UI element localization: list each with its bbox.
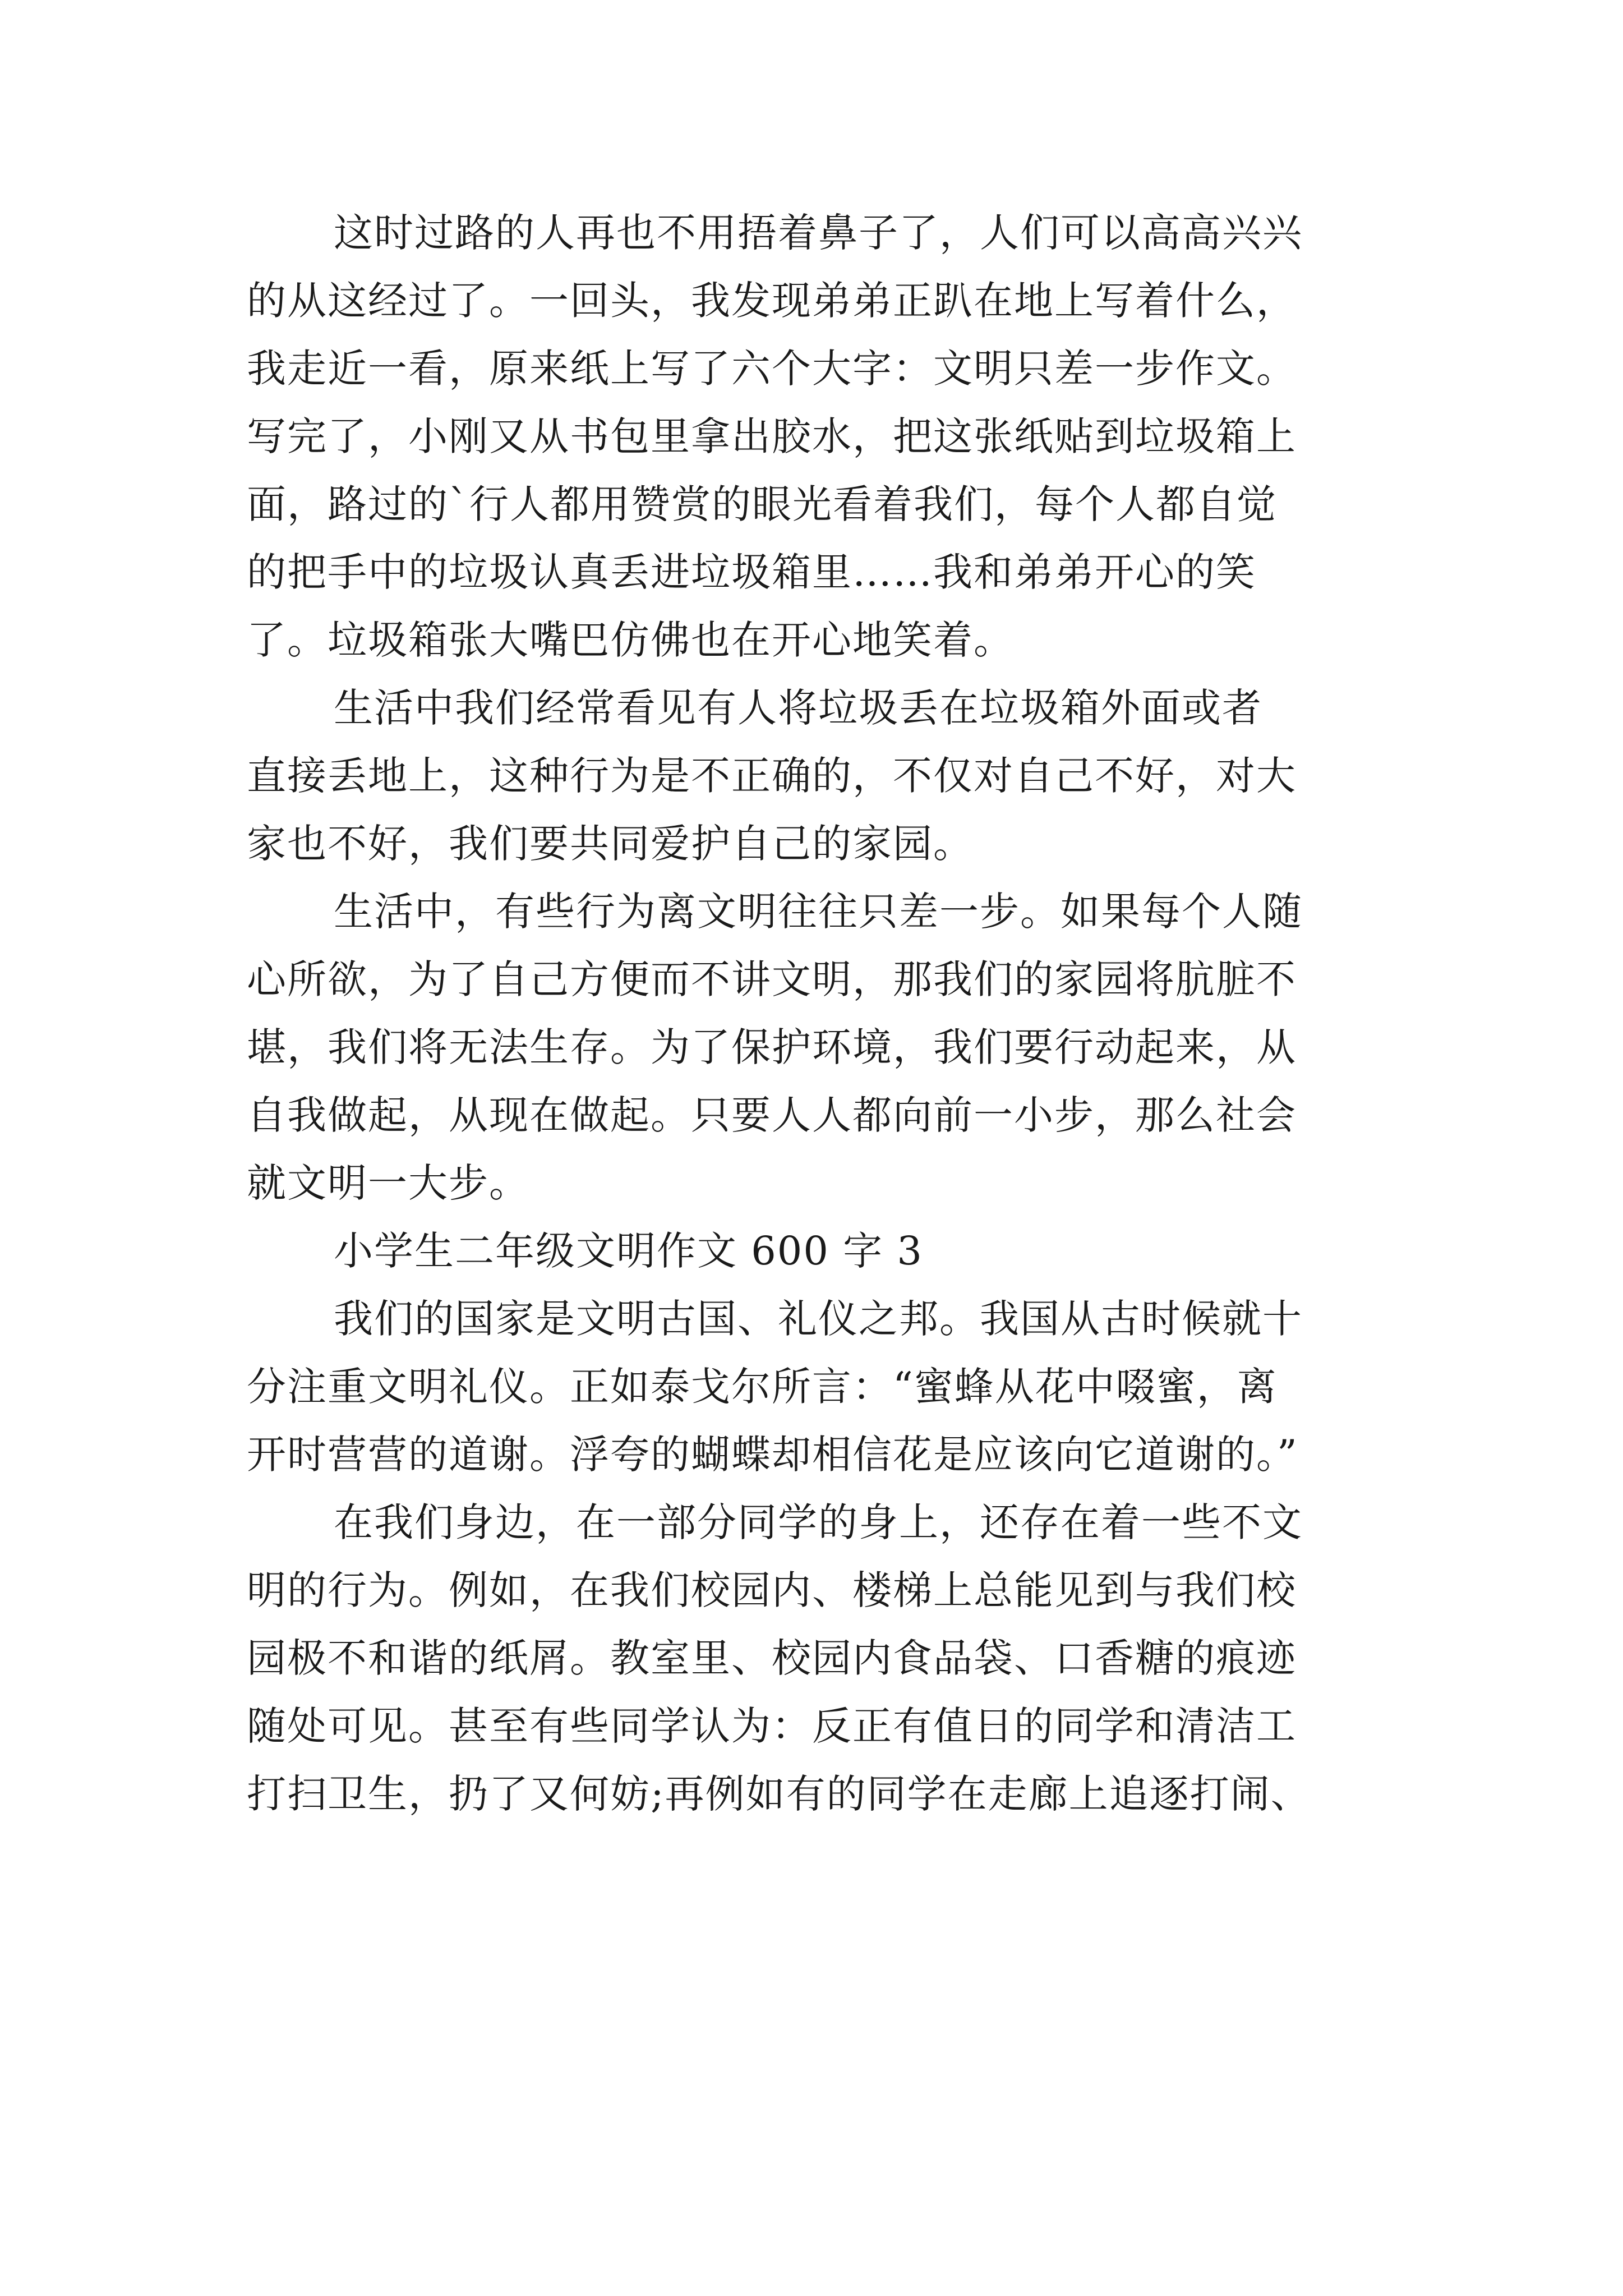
text-line: 的从这经过了。一回头，我发现弟弟正趴在地上写着什么， xyxy=(247,278,1297,324)
text-line: 园极不和谐的纸屑。教室里、校园内食品袋、口香糖的痕迹 xyxy=(247,1635,1297,1681)
text-line: 这时过路的人再也不用捂着鼻子了，人们可以高高兴兴 xyxy=(334,210,1303,256)
text-line: 我走近一看，原来纸上写了六个大字：文明只差一步作文。 xyxy=(247,346,1297,392)
text-line: 生活中，有些行为离文明往往只差一步。如果每个人随 xyxy=(334,889,1303,935)
text-line: 明的行为。例如，在我们校园内、楼梯上总能见到与我们校 xyxy=(247,1567,1297,1613)
text-line: 打扫卫生，扔了又何妨;再例如有的同学在走廊上追逐打闹、 xyxy=(247,1771,1311,1817)
text-line: 了。垃圾箱张大嘴巴仿佛也在开心地笑着。 xyxy=(247,617,1014,663)
text-line: 开时营营的道谢。浮夸的蝴蝶却相信花是应该向它道谢的。” xyxy=(247,1432,1298,1478)
text-line: 分注重文明礼仪。正如泰戈尔所言：“蜜蜂从花中啜蜜，离 xyxy=(247,1364,1278,1410)
text-line: 自我做起，从现在做起。只要人人都向前一小步，那么社会 xyxy=(247,1092,1297,1138)
text-line: 我们的国家是文明古国、礼仪之邦。我国从古时候就十 xyxy=(334,1296,1303,1342)
text-line: 堪，我们将无法生存。为了保护环境，我们要行动起来，从 xyxy=(247,1024,1297,1070)
section-heading: 小学生二年级文明作文 600 字 3 xyxy=(334,1228,923,1274)
document-body xyxy=(247,199,1391,1828)
text-line: 写完了，小刚又从书包里拿出胶水，把这张纸贴到垃圾箱上 xyxy=(247,413,1297,459)
text-line: 就文明一大步。 xyxy=(247,1160,529,1206)
text-line: 的把手中的垃圾认真丢进垃圾箱里……我和弟弟开心的笑 xyxy=(247,549,1256,595)
text-line: 面，路过的`行人都用赞赏的眼光看着我们，每个人都自觉 xyxy=(247,481,1277,527)
text-line: 随处可见。甚至有些同学认为：反正有值日的同学和清洁工 xyxy=(247,1703,1297,1749)
text-line: 直接丢地上，这种行为是不正确的，不仅对自己不好，对大 xyxy=(247,753,1297,799)
text-line: 心所欲，为了自己方便而不讲文明，那我们的家园将肮脏不 xyxy=(247,956,1297,1002)
text-line: 生活中我们经常看见有人将垃圾丢在垃圾箱外面或者 xyxy=(334,685,1262,731)
text-line: 在我们身边，在一部分同学的身上，还存在着一些不文 xyxy=(334,1499,1303,1545)
text-line: 家也不好，我们要共同爱护自己的家园。 xyxy=(247,821,974,867)
